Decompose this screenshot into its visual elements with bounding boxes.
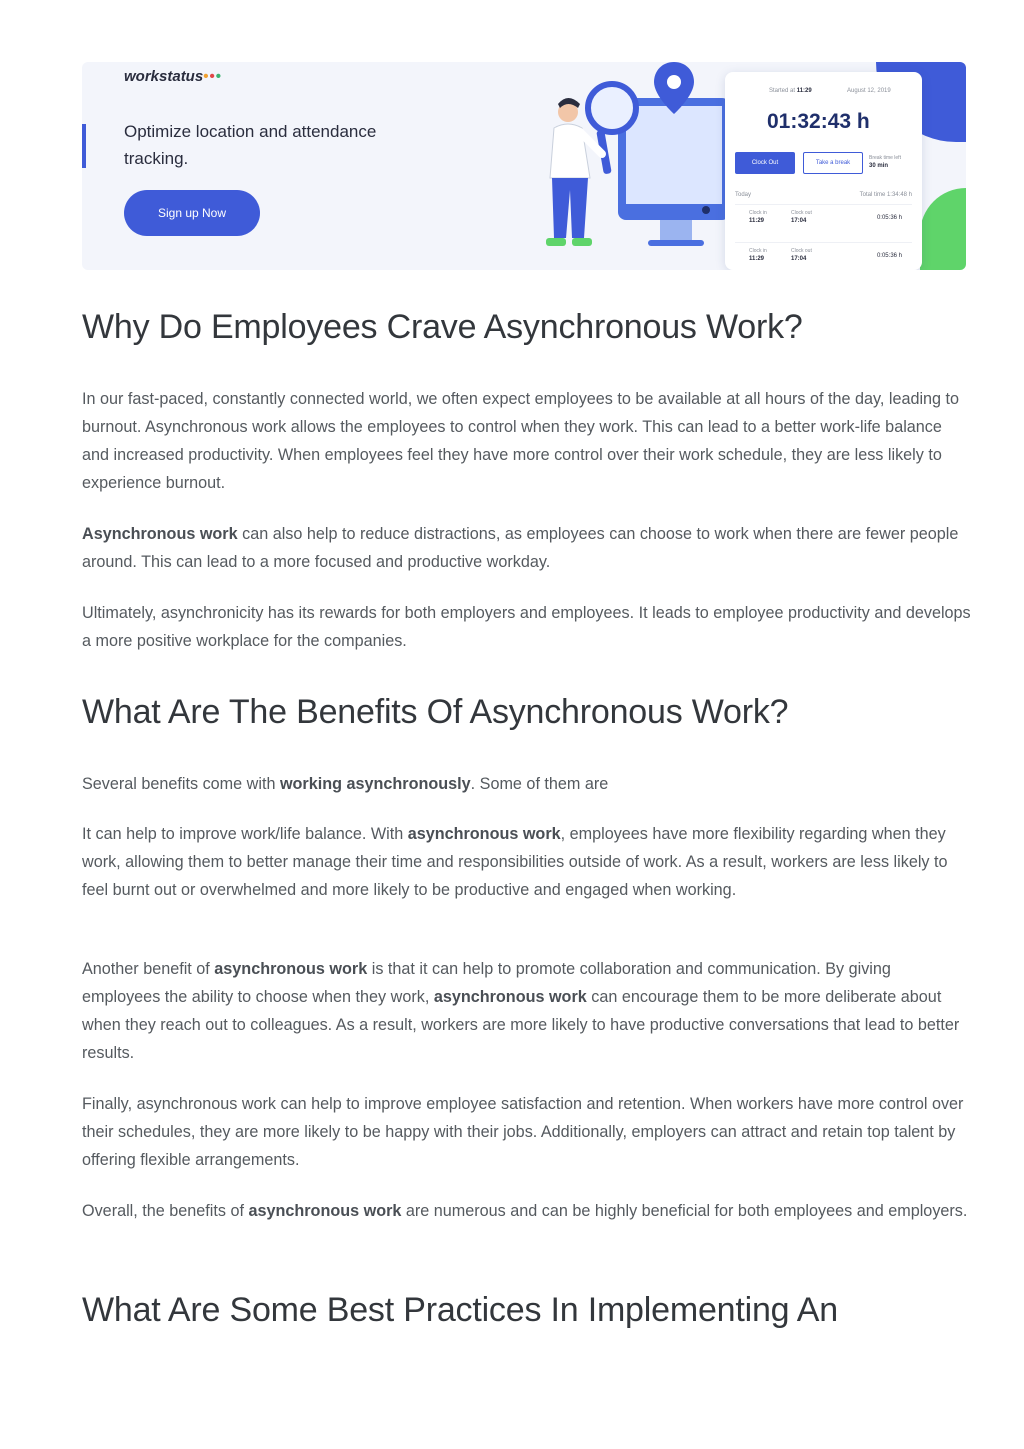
started-at: Started at 11:29 [769,88,812,94]
take-break-button[interactable]: Take a break [803,152,863,174]
section-heading-best-practices: What Are Some Best Practices In Implementing An [82,1291,838,1329]
card-date: August 12, 2019 [847,88,891,94]
decorative-green-shape [920,188,966,270]
timer-display: 01:32:43 h [767,110,870,133]
paragraph: Several benefits come with working asynchronously. Some of them are [82,775,609,793]
bold-link-text: Asynchronous work [82,525,238,543]
today-header: Today Total time 1:34:48 h [735,192,912,198]
log-row: Clock in 11:29 Clock out 17:04 0:05:36 h [735,204,912,232]
section-heading-benefits: What Are The Benefits Of Asynchronous Work? [82,693,789,731]
paragraph: Asynchronous work can also help to reduce distractions, as employees can choose to work when there are fewer people around. This can lead to a more focused and productive workday. [82,525,959,571]
banner-headline: Optimize location and attendance tracking. [124,122,377,168]
accent-bar [82,124,86,168]
log-row: Clock in 11:29 Clock out 17:04 0:05:36 h [735,242,912,270]
timer-card [725,72,922,270]
section-heading-why: Why Do Employees Crave Asynchronous Work? [82,308,803,346]
person-magnifier-illustration [540,62,740,270]
break-time-left: Break time left 30 min [869,155,901,169]
workstatus-logo: workstatus••• [124,68,222,85]
paragraph: In our fast-paced, constantly connected world, we often expect employees to be available at all hours of the day, leading to burnout. Asynchronous work allows the employees to control when they work. This can lead to a better work-life balance and increased productivity. When employees feel they have more control over their work schedule, they are less likely to experience burnout. [82,390,960,492]
paragraph: Finally, asynchronous work can help to improve employee satisfaction and retention. When workers have more control over their schedules, they are more likely to be happy with their jobs. Additionally, employers can attract and retain top talent by offering flexible arrangements. [82,1095,964,1169]
paragraph: Another benefit of asynchronous work is that it can help to promote collaboration and communication. By giving employees the ability to choose when they work, asynchronous work can encourage them to be more deliberate about when they reach out to colleagues. As a result, workers are more likely to have productive conversations that lead to better results. [82,960,960,1062]
paragraph: Overall, the benefits of asynchronous work are numerous and can be highly beneficial for both employees and employers. [82,1202,968,1220]
paragraph: Ultimately, asynchronicity has its rewards for both employers and employees. It leads to employee productivity and develops a more positive workplace for the companies. [82,604,971,650]
promo-banner[interactable] [82,62,966,270]
clock-out-button[interactable]: Clock Out [735,152,795,174]
signup-button[interactable]: Sign up Now [124,190,260,236]
paragraph: It can help to improve work/life balance. With asynchronous work, employees have more flexibility regarding when they work, allowing them to better manage their time and responsibilities outside of work. As a result, workers are less likely to feel burnt out or overwhelmed and more likely to be productive and engaged when working. [82,825,948,899]
